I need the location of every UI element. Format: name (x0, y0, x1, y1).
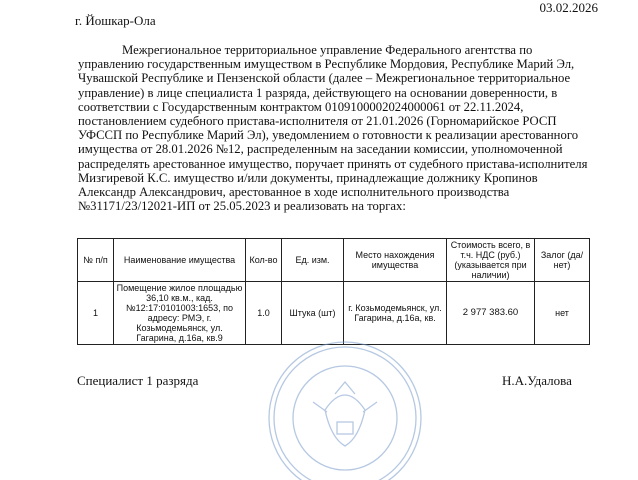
property-table (77, 238, 590, 345)
signer-position: Специалист 1 разряда (77, 373, 199, 388)
header-location: Место нахождения имущества (344, 239, 447, 282)
cell-location: г. Козьмодемьянск, ул. Гагарина, д.16а, кв. (344, 282, 447, 345)
header-price: Стоимость всего, в т.ч. НДС (руб.) (указывается при наличии) (447, 239, 535, 282)
table-header-row (78, 239, 590, 282)
table-row (78, 282, 590, 345)
document-city: г. Йошкар-Ола (75, 13, 156, 28)
official-seal-icon (265, 338, 425, 480)
signer-name: Н.А.Удалова (502, 373, 572, 388)
cell-price: 2 977 383.60 (447, 282, 535, 345)
header-name: Наименование имущества (114, 239, 246, 282)
cell-unit: Штука (шт) (282, 282, 344, 345)
header-num: № п/п (78, 239, 114, 282)
header-pledge: Залог (да/нет) (535, 239, 590, 282)
cell-pledge: нет (535, 282, 590, 345)
cell-qty: 1.0 (246, 282, 282, 345)
document-body-paragraph: Межрегиональное территориальное управление Федерального агентства по управлению государственным имуществом в Республике Мордовия, Республике Марий Эл, Чувашской Республике и Пензенской области (далее – Межрегиональное территориальное управление) в лице специалиста 1 разряда, действующего на основании доверенности, в соответствии с Государственным контрактом 0109100002024000061 от 22.11.2024, постановлением судебного пристава-исполнителя от 21.01.2026 (Горномарийское РОСП УФССП по Республике Марий Эл), уведомлением о готовности к реализации арестованного имущества от 28.01.2026 №12, распределенным на заседании комиссии, уполномоченной распределять арестованное имущество, поручает принять от судебного пристава-исполнителя Мизгиревой К.С. имущество и/или документы, принадлежащие должнику Кропинов Александр Александрович, арестованное в ходе исполнительного производства №31171/23/12021-ИП от 25.05.2023 и реализовать на торгах: (78, 43, 588, 214)
cell-num: 1 (78, 282, 114, 345)
document-date: 03.02.2026 (539, 0, 598, 15)
header-qty: Кол-во (246, 239, 282, 282)
cell-name: Помещение жилое площадью 36,10 кв.м., кад.№12:17:0101003:1653, по адресу: РМЭ, г. Козьмодемьянск, ул. Гагарина, д.16а, кв.9 (114, 282, 246, 345)
header-unit: Ед. изм. (282, 239, 344, 282)
